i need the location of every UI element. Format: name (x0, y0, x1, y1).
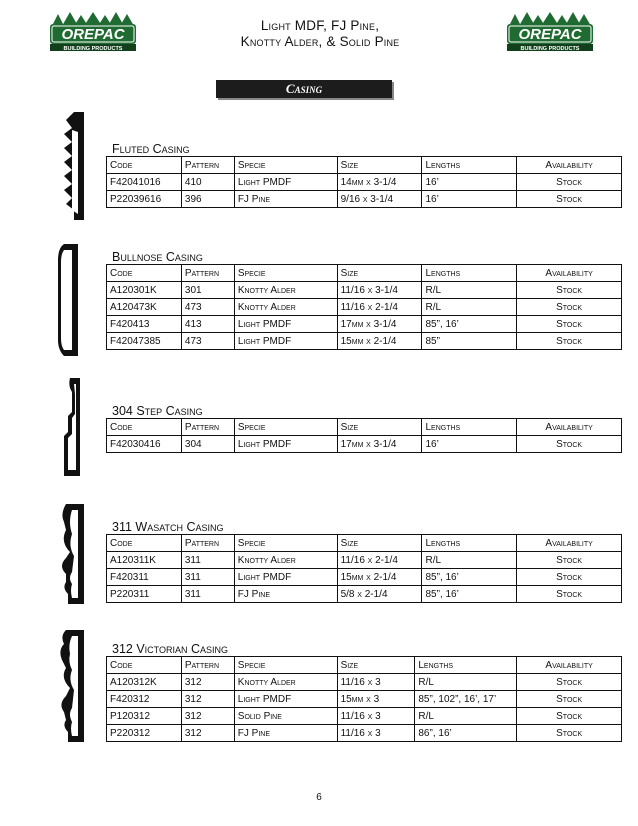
col-availability: Availability (517, 265, 622, 282)
col-code: Code (107, 657, 182, 674)
cell-code: A120473K (107, 299, 182, 316)
cell-lengths: 16’ (422, 191, 517, 208)
cell-specie: Light PMDF (234, 691, 337, 708)
col-lengths: Lengths (415, 657, 517, 674)
product-spec-table (106, 156, 622, 208)
product-spec-table (106, 534, 622, 603)
table-row (107, 674, 622, 691)
col-code: Code (107, 535, 182, 552)
cell-specie: FJ Pine (234, 586, 337, 603)
cell-size: 11/16 x 3 (337, 725, 415, 742)
cell-pattern: 304 (181, 436, 234, 453)
col-lengths: Lengths (422, 419, 517, 436)
cell-size: 15mm x 2-1/4 (337, 569, 422, 586)
table-row (107, 191, 622, 208)
col-size: Size (337, 157, 422, 174)
cell-code: P220312 (107, 725, 182, 742)
cell-lengths: 16’ (422, 174, 517, 191)
logo-wordmark: OREPAC (61, 26, 125, 43)
cell-size: 11/16 x 3 (337, 708, 415, 725)
cell-code: F42030416 (107, 436, 182, 453)
table-row (107, 333, 622, 350)
product-title: 312 Victorian Casing (112, 642, 229, 656)
section-banner: Casing (216, 80, 392, 98)
table-row (107, 569, 622, 586)
cell-code: P22039616 (107, 191, 182, 208)
cell-pattern: 311 (181, 569, 234, 586)
cell-lengths: 85”, 16’ (422, 586, 517, 603)
col-code: Code (107, 265, 182, 282)
table-header-row (107, 157, 622, 174)
cell-size: 11/16 x 2-1/4 (337, 299, 422, 316)
cell-code: A120312K (107, 674, 182, 691)
product-312-victorian-casing (44, 628, 593, 748)
cell-availability: Stock (517, 569, 622, 586)
cell-specie: Light PMDF (234, 436, 337, 453)
cell-pattern: 301 (181, 282, 234, 299)
cell-code: F420311 (107, 569, 182, 586)
table-row (107, 725, 622, 742)
cell-availability: Stock (517, 174, 622, 191)
product-fluted-casing (44, 110, 593, 220)
cell-code: P220311 (107, 586, 182, 603)
table-header-row (107, 419, 622, 436)
cell-lengths: 85” (422, 333, 517, 350)
cell-availability: Stock (517, 725, 622, 742)
product-title: 304 Step Casing (112, 404, 203, 418)
col-availability: Availability (517, 535, 622, 552)
cell-specie: Light PMDF (234, 333, 337, 350)
col-lengths: Lengths (422, 535, 517, 552)
cell-code: F420312 (107, 691, 182, 708)
cell-lengths: 85”, 16’ (422, 569, 517, 586)
wasatch-casing-profile-icon (44, 502, 92, 606)
cell-availability: Stock (517, 708, 622, 725)
table-header-row (107, 657, 622, 674)
col-lengths: Lengths (422, 265, 517, 282)
cell-lengths: R/L (422, 282, 517, 299)
col-pattern: Pattern (181, 535, 234, 552)
header-title-line1: Light MDF, FJ Pine, (260, 18, 380, 33)
cell-code: F42047385 (107, 333, 182, 350)
col-lengths: Lengths (422, 157, 517, 174)
col-specie: Specie (234, 535, 337, 552)
cell-specie: FJ Pine (234, 191, 337, 208)
col-specie: Specie (234, 657, 337, 674)
col-size: Size (337, 419, 422, 436)
col-code: Code (107, 157, 182, 174)
cell-code: F420413 (107, 316, 182, 333)
cell-code: F42041016 (107, 174, 182, 191)
table-row (107, 174, 622, 191)
cell-size: 11/16 x 3-1/4 (337, 282, 422, 299)
cell-availability: Stock (517, 333, 622, 350)
cell-size: 15mm x 3 (337, 691, 415, 708)
col-specie: Specie (234, 265, 337, 282)
cell-pattern: 312 (181, 725, 234, 742)
table-row (107, 299, 622, 316)
table-header-row (107, 265, 622, 282)
cell-lengths: R/L (415, 674, 517, 691)
cell-pattern: 312 (181, 674, 234, 691)
table-row (107, 436, 622, 453)
cell-code: P120312 (107, 708, 182, 725)
page-number: 6 (316, 792, 322, 803)
header-title-line2: Knotty Alder, & Solid Pine (240, 34, 400, 49)
cell-specie: Knotty Alder (234, 674, 337, 691)
col-pattern: Pattern (181, 265, 234, 282)
col-specie: Specie (234, 419, 337, 436)
table-row (107, 316, 622, 333)
product-bullnose-casing (44, 242, 593, 362)
cell-pattern: 311 (181, 552, 234, 569)
page-header-title (150, 18, 490, 50)
cell-size: 9/16 x 3-1/4 (337, 191, 422, 208)
product-spec-table (106, 418, 622, 453)
cell-pattern: 413 (181, 316, 234, 333)
cell-specie: Knotty Alder (234, 282, 337, 299)
col-pattern: Pattern (181, 419, 234, 436)
logo-tagline: BUILDING PRODUCTS (520, 46, 580, 52)
orepac-logo-right (505, 12, 595, 52)
cell-availability: Stock (517, 674, 622, 691)
cell-lengths: 85”, 16’ (422, 316, 517, 333)
cell-size: 17mm x 3-1/4 (337, 316, 422, 333)
col-code: Code (107, 419, 182, 436)
cell-pattern: 312 (181, 691, 234, 708)
logo-tagline: BUILDING PRODUCTS (63, 46, 123, 52)
cell-pattern: 410 (181, 174, 234, 191)
logo-wordmark: OREPAC (518, 26, 582, 43)
step-casing-profile-icon (44, 376, 90, 478)
cell-lengths: 86”, 16’ (415, 725, 517, 742)
cell-lengths: 85”, 102”, 16’, 17’ (415, 691, 517, 708)
col-specie: Specie (234, 157, 337, 174)
cell-code: A120311K (107, 552, 182, 569)
table-row (107, 282, 622, 299)
cell-availability: Stock (517, 552, 622, 569)
cell-availability: Stock (517, 436, 622, 453)
cell-pattern: 473 (181, 299, 234, 316)
cell-size: 11/16 x 2-1/4 (337, 552, 422, 569)
cell-availability: Stock (517, 316, 622, 333)
cell-code: A120301K (107, 282, 182, 299)
cell-pattern: 312 (181, 708, 234, 725)
fluted-casing-profile-icon (44, 110, 90, 222)
table-row (107, 708, 622, 725)
table-row (107, 552, 622, 569)
cell-specie: Knotty Alder (234, 299, 337, 316)
cell-availability: Stock (517, 586, 622, 603)
product-title: Bullnose Casing (112, 250, 203, 264)
cell-specie: Light PMDF (234, 316, 337, 333)
cell-lengths: 16’ (422, 436, 517, 453)
table-row (107, 586, 622, 603)
col-availability: Availability (517, 157, 622, 174)
cell-specie: Knotty Alder (234, 552, 337, 569)
victorian-casing-profile-icon (44, 628, 92, 744)
table-header-row (107, 535, 622, 552)
bullnose-casing-profile-icon (44, 242, 90, 358)
col-size: Size (337, 265, 422, 282)
cell-size: 14mm x 3-1/4 (337, 174, 422, 191)
cell-size: 5/8 x 2-1/4 (337, 586, 422, 603)
product-spec-table (106, 264, 622, 350)
col-availability: Availability (517, 657, 622, 674)
cell-size: 17mm x 3-1/4 (337, 436, 422, 453)
cell-availability: Stock (517, 282, 622, 299)
cell-specie: Light PMDF (234, 174, 337, 191)
cell-pattern: 311 (181, 586, 234, 603)
cell-availability: Stock (517, 191, 622, 208)
cell-specie: Solid Pine (234, 708, 337, 725)
col-availability: Availability (517, 419, 622, 436)
product-title: 311 Wasatch Casing (112, 520, 224, 534)
table-row (107, 691, 622, 708)
cell-availability: Stock (517, 691, 622, 708)
col-pattern: Pattern (181, 657, 234, 674)
product-spec-table (106, 656, 622, 742)
cell-availability: Stock (517, 299, 622, 316)
cell-lengths: R/L (415, 708, 517, 725)
col-pattern: Pattern (181, 157, 234, 174)
col-size: Size (337, 535, 422, 552)
product-311-wasatch-casing (44, 502, 593, 612)
cell-size: 11/16 x 3 (337, 674, 415, 691)
cell-specie: FJ Pine (234, 725, 337, 742)
cell-specie: Light PMDF (234, 569, 337, 586)
cell-lengths: R/L (422, 299, 517, 316)
product-title: Fluted Casing (112, 142, 190, 156)
cell-pattern: 473 (181, 333, 234, 350)
col-size: Size (337, 657, 415, 674)
cell-size: 15mm x 2-1/4 (337, 333, 422, 350)
cell-lengths: R/L (422, 552, 517, 569)
cell-pattern: 396 (181, 191, 234, 208)
orepac-logo-left (48, 12, 138, 52)
product-304-step-casing (44, 376, 593, 486)
